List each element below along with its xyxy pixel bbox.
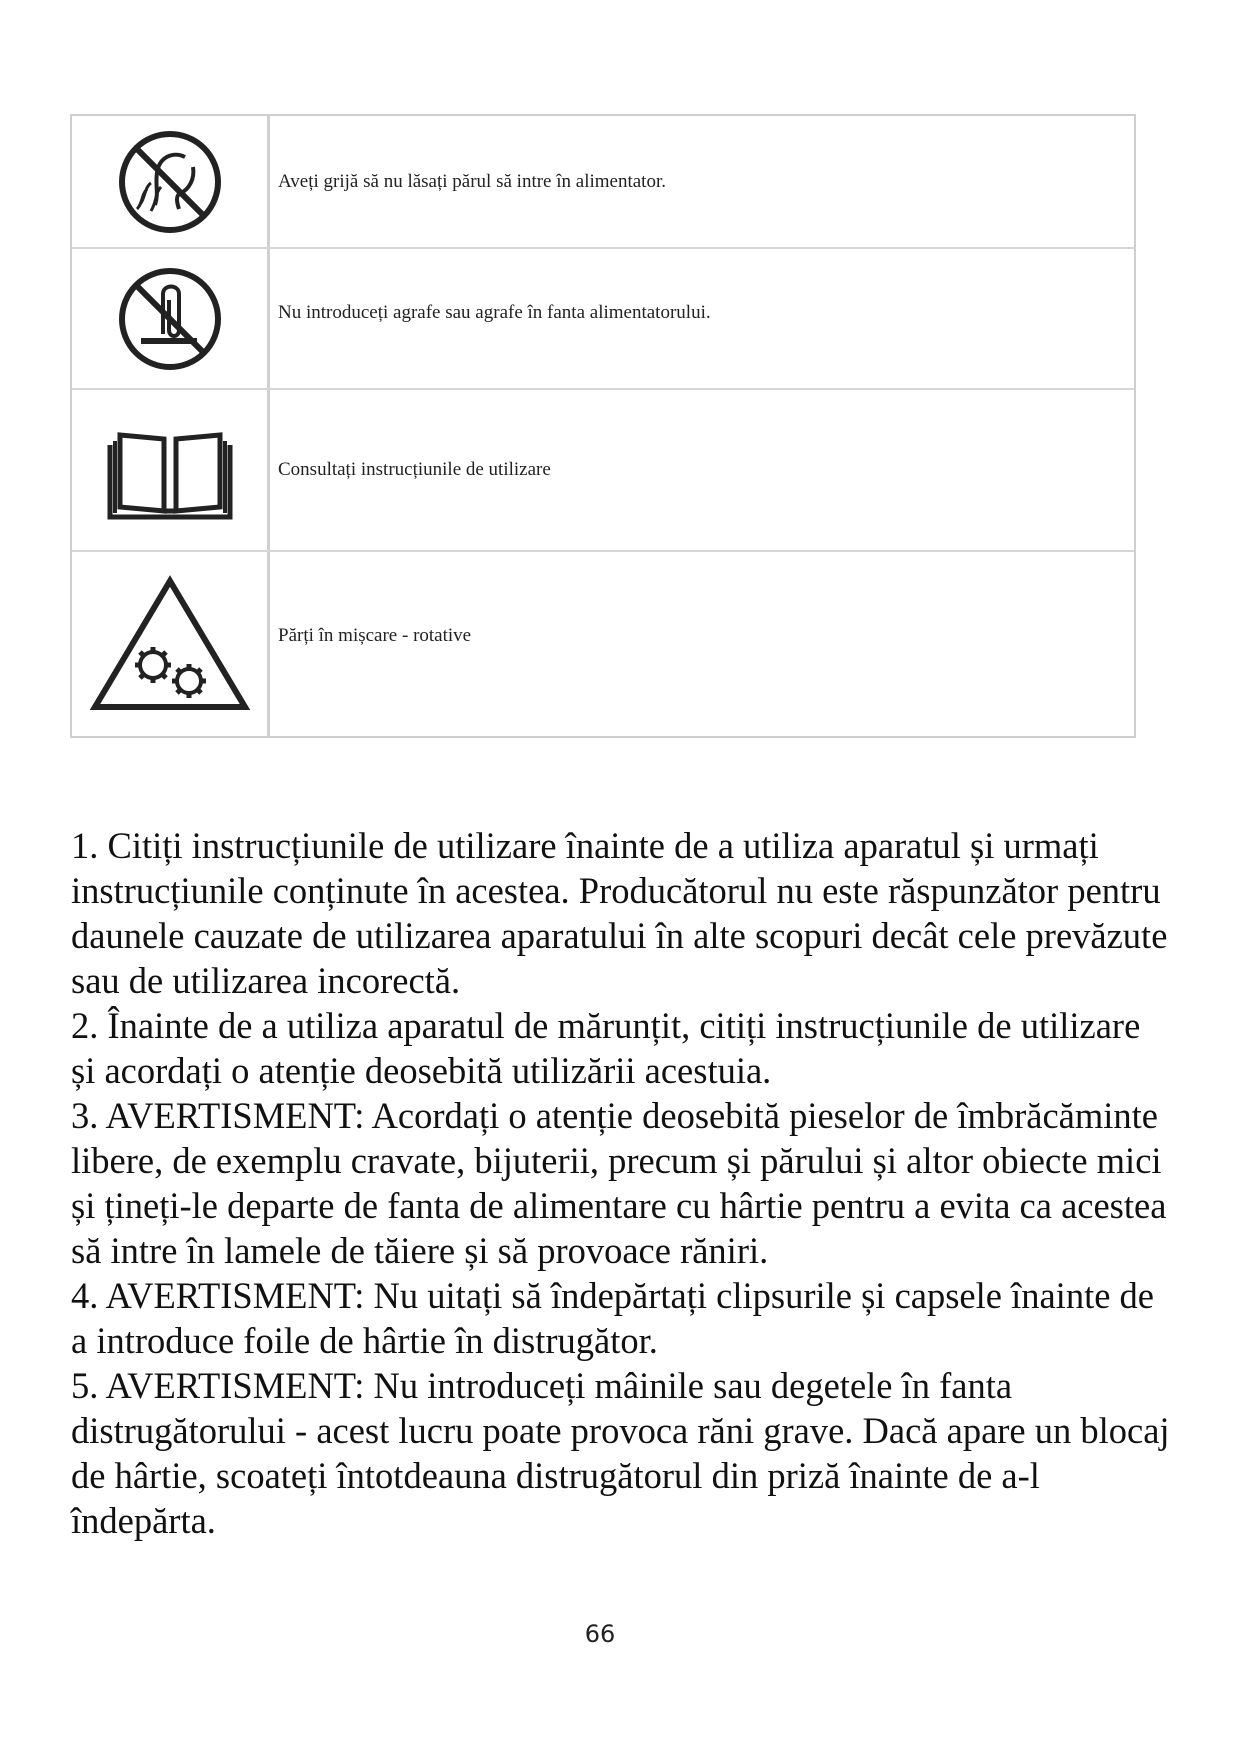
symbol-row <box>72 247 1134 388</box>
instruction-1: 1. Citiți instrucțiunile de utilizare înainte de a utiliza aparatul și urmați instrucțiunile conținute în acestea. Producătorul nu este răspunzător pentru daunele cauzate de utilizarea aparatului în alte scopuri decât cele prevăzute sau de utilizarea incorectă. <box>71 825 1168 1001</box>
symbol-icon-cell <box>72 390 270 550</box>
symbol-description: Părți în mișcare - rotative <box>278 625 472 646</box>
symbol-row <box>72 550 1134 736</box>
symbol-description: Consultați instrucțiunile de utilizare <box>278 459 551 480</box>
symbol-icon-cell <box>72 116 270 247</box>
no-hair-icon <box>115 127 225 237</box>
instruction-2: 2. Înainte de a utiliza aparatul de mărunțit, citiți instrucțiunile de utilizare și acordați o atenție deosebită utilizării acestuia. <box>71 1005 1141 1091</box>
symbol-row <box>72 388 1134 550</box>
page-number: 66 <box>584 1620 616 1648</box>
rotating-parts-warning-icon <box>85 569 255 719</box>
symbol-description: Aveți grijă să nu lăsați părul să intre în alimentator. <box>278 170 666 192</box>
symbol-icon-cell <box>72 249 270 388</box>
instruction-5: 5. AVERTISMENT: Nu introduceți mâinile sau degetele în fanta distrugătorului - acest lucru poate provoca răni grave. Dacă apare un blocaj de hârtie, scoateți întotdeauna distrugătorul din priză înainte de a-l îndepărta. <box>71 1365 1170 1541</box>
instruction-4: 4. AVERTISMENT: Nu uitați să îndepărtați clipsurile și capsele înainte de a introduce foile de hârtie în distrugător. <box>71 1275 1154 1361</box>
safety-instructions <box>71 823 1171 1543</box>
symbol-row <box>72 116 1134 247</box>
symbol-icon-cell <box>72 552 270 736</box>
instruction-3: 3. AVERTISMENT: Acordați o atenție deosebită pieselor de îmbrăcăminte libere, de exemplu cravate, bijuterii, precum și părului și altor obiecte mici și țineți-le departe de fanta de alimentare cu hârtie pentru a evita ca acestea să intre în lamele de tăiere și să provoace răniri. <box>71 1095 1167 1271</box>
safety-symbols-table <box>70 114 1136 738</box>
manual-book-icon <box>100 415 240 525</box>
symbol-description: Nu introduceți agrafe sau agrafe în fanta alimentatorului. <box>278 301 711 323</box>
no-paperclip-icon <box>115 264 225 374</box>
